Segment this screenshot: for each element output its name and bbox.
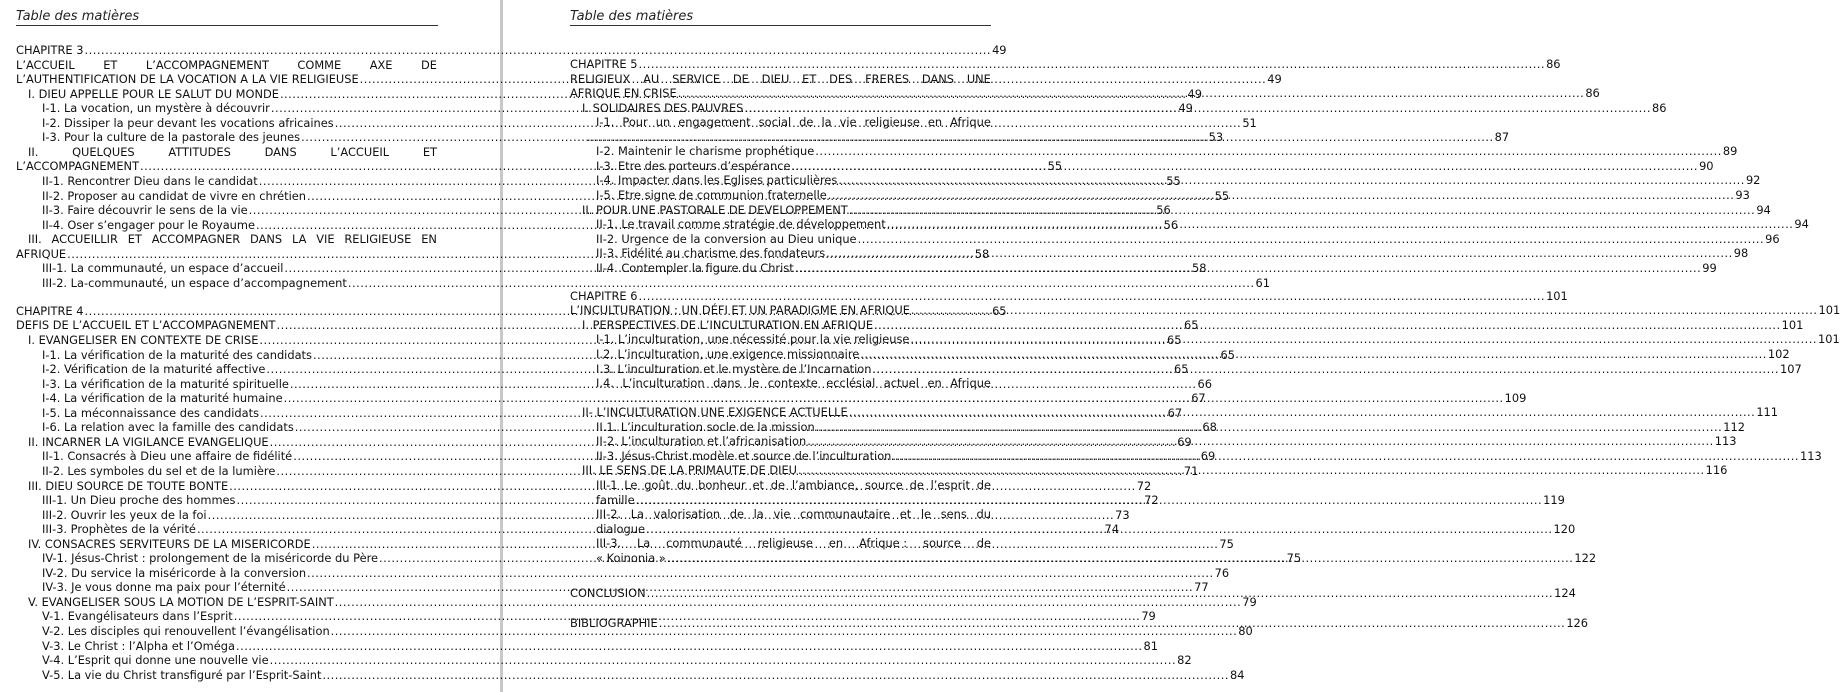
toc-entry-title: IV-2. Du service la miséricorde à la conversion	[42, 565, 307, 580]
toc-page-number: 86	[1652, 100, 1667, 115]
toc-entry-title: II-3. Faire découvrir le sens de la vie	[42, 203, 248, 218]
header-rule	[16, 25, 438, 26]
toc-word: III.	[28, 232, 42, 247]
toc-page-number: 61	[1255, 275, 1270, 290]
toc-leader-dots	[795, 261, 1702, 275]
toc-word: sens	[940, 507, 967, 522]
toc-entry-title: II- L’INCULTURATION UNE EXIGENCE ACTUELLE	[582, 405, 848, 420]
toc-word: I.4.	[596, 376, 614, 391]
toc-leader-dots	[587, 130, 1494, 144]
toc-word: valorisation	[653, 507, 721, 522]
toc-page-number: 96	[1765, 231, 1780, 246]
toc-word: vie	[773, 507, 791, 522]
page-header: Table des matières	[16, 9, 140, 24]
toc-entry-title: II-3. Jésus-Christ modèle et source de l’inculturation	[596, 448, 892, 463]
toc-word: ET	[103, 57, 118, 72]
toc-entry-title: III-2. La-communauté, un espace d’accompagnement	[42, 275, 347, 290]
toc-entry-title: I-1. L’inculturation, une nécessité pour la vie religieuse	[596, 332, 910, 347]
toc-page-number: 109	[1504, 390, 1527, 405]
toc-entry-title: IV-1. Jésus-Christ : prolongement de la miséricorde du Père	[42, 551, 379, 566]
toc-page-number: 66	[1197, 376, 1212, 391]
toc-word: en	[927, 376, 942, 391]
toc-entry-title: III. LE SENS DE LA PRIMAUTE DE DIEU	[582, 463, 798, 478]
toc-entry-title: III-1. La communauté, un espace d’accueil	[42, 261, 284, 276]
toc-leader-dots	[887, 217, 1794, 231]
toc-entry-title: II. INCARNER LA VIGILANCE EVANGELIQUE	[28, 434, 269, 449]
toc-entry-title: II-4. Oser s’engager pour le Royaume	[42, 217, 255, 232]
toc-word: de	[729, 507, 744, 522]
toc-word: la	[821, 115, 832, 130]
toc-entry-title: I-1. La vocation, un mystère à découvrir	[42, 101, 270, 116]
toc-word: RELIGIEUX	[570, 71, 631, 86]
toc-subsection[interactable]	[42, 667, 1245, 682]
toc-word: L’ACCOMPAGNEMENT	[145, 57, 269, 72]
toc-entry-title: I. SOLIDAIRES DES PAUVRES	[582, 100, 744, 115]
toc-word: L’ACCUEIL	[330, 144, 390, 159]
toc-word: engagement	[678, 115, 751, 130]
toc-word: AXE	[369, 57, 393, 72]
toc-leader-dots	[911, 303, 1818, 317]
toc-subsection[interactable]	[42, 391, 1206, 406]
toc-page-number: 74	[1104, 522, 1120, 537]
toc-leader-dots	[826, 246, 1733, 260]
toc-word: religieuse	[757, 536, 813, 551]
toc-leader-dots	[270, 653, 1177, 667]
toc-leader-dots	[828, 188, 1735, 202]
toc-word: DE	[421, 57, 437, 72]
toc-entry-title: III-2. Ouvrir les yeux de la foi	[42, 507, 207, 522]
toc-entry-title: II.1. L’inculturation socle de la mission	[596, 419, 815, 434]
toc-page-number: 99	[1702, 260, 1717, 275]
toc-word: communautaire	[800, 507, 891, 522]
toc-leader-dots	[849, 203, 1756, 217]
toc-page-number: 90	[1699, 158, 1714, 173]
toc-page-number: 124	[1554, 586, 1576, 600]
toc-leader-dots	[838, 173, 1745, 187]
toc-word: UNE	[966, 71, 991, 86]
toc-page-number: 89	[1722, 144, 1738, 159]
toc-chapter-5[interactable]	[570, 57, 1561, 71]
toc-word: contexte	[767, 376, 818, 391]
toc-entry-title: IV. CONSACRES SERVITEURS DE LA MISERICORDE	[28, 536, 311, 551]
toc-subsection[interactable]	[596, 246, 1749, 261]
toc-entry-title: II-3. Fidélité au charisme des fondateurs	[596, 246, 826, 261]
toc-entry-title: I-5. La méconnaissance des candidats	[42, 405, 260, 420]
toc-page-number: 86	[1546, 57, 1561, 71]
toc-page-number: 68	[1202, 420, 1217, 435]
toc-word: DE	[732, 71, 749, 86]
toc-page-number: 55	[1214, 188, 1230, 203]
toc-entry-title: CHAPITRE 6	[570, 288, 638, 303]
toc-entry-title: I. EVANGELISER EN CONTEXTE DE CRISE	[28, 333, 259, 347]
toc-page-number: 58	[974, 246, 990, 261]
toc-word: L’inculturation	[622, 376, 705, 391]
toc-entry-title: I-6. La relation avec la famille des candidats	[42, 420, 294, 435]
toc-entry-title: V-5. La vie du Christ transfiguré par l’Esprit-Saint	[42, 667, 322, 682]
toc-entry-title: II-1. Consacrés à Dieu une affaire de fidélité	[42, 449, 293, 464]
toc-page-number: 111	[1756, 405, 1779, 420]
toc-page-number: 76	[1214, 565, 1230, 580]
toc-leader-dots	[791, 159, 1698, 173]
toc-entry-title: V-4. L’Esprit qui donne une nouvelle vie	[42, 653, 269, 668]
toc-page-number: 79	[1242, 594, 1257, 609]
toc-leader-dots	[874, 318, 1781, 332]
toc-entry-title: II. POUR UNE PASTORALE DE DEVELOPPEMENT	[582, 202, 848, 217]
toc-entry-title: I-4. Impacter dans les Eglises particulières	[596, 173, 838, 188]
toc-entry-title: I.2. L’inculturation, une exigence missionnaire	[596, 347, 860, 361]
toc-entry-title: I-5. Etre signe de communion fraternelle	[596, 187, 827, 202]
toc-entry-title: dialogue	[596, 521, 645, 536]
toc-word: VIE	[316, 232, 335, 247]
toc-word: AU	[643, 71, 660, 86]
toc-subsection[interactable]	[596, 115, 991, 129]
toc-page-number: 53	[1208, 130, 1224, 145]
toc-subsection[interactable]	[42, 130, 1224, 145]
toc-page-number: 126	[1566, 616, 1589, 630]
toc-entry-title: II-1. Rencontrer Dieu dans le candidat	[42, 173, 258, 188]
toc-leader-dots	[647, 586, 1554, 600]
toc-word: ACCUEILLIR	[51, 232, 118, 247]
toc-entry-title: I-3. La vérification de la maturité spirituelle	[42, 376, 289, 391]
toc-chapter-5-subtitle[interactable]	[570, 72, 991, 86]
toc-word: LA	[291, 232, 307, 247]
toc-subsection[interactable]	[596, 478, 991, 492]
toc-word: et	[752, 477, 764, 492]
toc-word: Le	[624, 477, 638, 492]
toc-page-number: 107	[1780, 361, 1802, 376]
toc-page-number: 56	[1156, 203, 1171, 218]
toc-entry-title: II-4. Contempler la figure du Christ	[596, 260, 794, 275]
toc-entry-title: I-1. La vérification de la maturité des candidats	[42, 347, 312, 362]
toc-subsection[interactable]	[42, 565, 1230, 580]
toc-word: de	[909, 477, 924, 492]
toc-page-number: 79	[1141, 609, 1156, 624]
toc-word: en	[828, 536, 844, 551]
toc-entry-title: CHAPITRE 3	[16, 43, 84, 57]
toc-subsection[interactable]	[596, 144, 1738, 159]
toc-word: DANS	[264, 144, 297, 159]
toc-page-number: 56	[1163, 217, 1179, 232]
toc-page-number: 69	[1200, 449, 1216, 464]
toc-page-number: 101	[1546, 288, 1568, 303]
toc-page-number: 55	[1047, 159, 1063, 174]
toc-leader-dots	[816, 420, 1723, 434]
toc-subsection[interactable]	[596, 536, 991, 550]
toc-entry-title: V-2. Les disciples qui renouvellent l’évangélisation	[42, 624, 330, 638]
toc-word: ATTITUDES	[168, 144, 231, 159]
toc-page-number: 81	[1143, 638, 1159, 653]
toc-word: Afrique	[950, 115, 991, 130]
toc-page-number: 71	[1183, 463, 1199, 478]
toc-page-number: 112	[1723, 419, 1746, 434]
toc-entry-title: I-2. Dissiper la peur devant les vocations africaines	[42, 115, 334, 130]
toc-word: EN	[421, 232, 437, 247]
toc-page-number: 101	[1781, 317, 1804, 332]
toc-page-number: 119	[1543, 492, 1565, 507]
toc-word: en	[927, 115, 943, 130]
toc-leader-dots	[815, 144, 1722, 158]
toc-entry-title: II-2. Proposer au candidat de vivre en chrétien	[42, 188, 307, 203]
toc-page-number: 49	[1178, 101, 1193, 116]
toc-subsection[interactable]	[42, 638, 1159, 653]
toc-section[interactable]	[28, 145, 437, 159]
toc-entry-title: III-1. Un Dieu proche des hommes	[42, 493, 236, 508]
toc-word: DIEU	[761, 71, 790, 86]
toc-word: de	[770, 477, 786, 492]
toc-subsection[interactable]	[596, 231, 1780, 246]
toc-page-number: 113	[1799, 448, 1822, 463]
toc-page-number: 94	[1756, 202, 1771, 217]
toc-page-number: 77	[1194, 580, 1209, 595]
toc-page-number: 94	[1794, 217, 1809, 232]
toc-entry-title: AFRIQUE EN CRISE	[570, 86, 677, 101]
toc-page-number: 72	[1144, 493, 1159, 508]
toc-entry-title: I. DIEU APPELLE POUR LE SALUT DU MONDE	[28, 86, 279, 101]
toc-page-number: 122	[1574, 550, 1597, 565]
toc-word: DES	[829, 71, 853, 86]
toc-entry-title: CONCLUSION	[570, 586, 646, 600]
toc-entry-title: I. PERSPECTIVES DE L’INCULTURATION EN AFRIQUE	[582, 317, 874, 332]
toc-leader-dots	[678, 86, 1585, 100]
toc-leader-dots	[860, 347, 1767, 361]
toc-entry-title: I-2. Maintenir le charisme prophétique	[596, 144, 815, 159]
toc-page-number: 87	[1494, 129, 1510, 144]
toc-word: ACCOMPAGNER	[151, 232, 241, 247]
toc-subsection[interactable]	[42, 275, 1270, 290]
toc-word: II.	[28, 144, 39, 159]
toc-page-number: 49	[1187, 86, 1203, 101]
toc-page-number: 65	[1167, 333, 1182, 347]
toc-page-number: 49	[1267, 72, 1282, 87]
toc-word: de	[799, 115, 814, 130]
toc-page-number: 101	[1818, 332, 1840, 347]
toc-leader-dots	[807, 434, 1714, 448]
toc-page-number: 75	[1219, 536, 1234, 551]
toc-page-number: 101	[1818, 303, 1840, 318]
toc-word: un	[655, 115, 671, 130]
toc-leader-dots	[322, 668, 1229, 682]
toc-leader-dots	[659, 616, 1566, 630]
toc-leader-dots	[348, 276, 1255, 290]
toc-entry-title: BIBLIOGRAPHIE	[570, 616, 658, 630]
toc-word: de	[976, 477, 991, 492]
toc-subsection[interactable]	[42, 624, 1253, 638]
toc-leader-dots	[849, 405, 1756, 419]
toc-word: SERVICE	[672, 71, 721, 86]
toc-page-number: 67	[1167, 405, 1183, 420]
toc-word: DANS	[921, 71, 955, 86]
toc-entry-title: II-2. Urgence de la conversion au Dieu unique	[596, 231, 857, 246]
toc-page-number: 65	[1184, 318, 1199, 333]
toc-entry-title: CHAPITRE 4	[16, 303, 84, 318]
toc-word: ecclésial	[826, 376, 876, 391]
toc-entry-title: DEFIS DE L’ACCUEIL ET L’ACCOMPAGNEMENT	[16, 318, 276, 333]
toc-word: COMME	[297, 57, 342, 72]
toc-word: DANS	[250, 232, 283, 247]
toc-page-number: 65	[992, 303, 1007, 318]
toc-page-number: 69	[1177, 434, 1192, 449]
toc-entry-title: L’ACCOMPAGNEMENT	[16, 159, 140, 174]
toc-page-number: 51	[1242, 115, 1257, 130]
toc-leader-dots	[798, 463, 1705, 477]
toc-page-number: 49	[992, 43, 1007, 57]
toc-leader-dots	[744, 101, 1651, 115]
toc-word: L’ACCUEIL	[16, 57, 75, 72]
toc-word: III-2.	[596, 507, 622, 522]
page-header: Table des matières	[570, 9, 694, 24]
toc-word: Afrique	[950, 376, 991, 391]
toc-entry-title: I-3. Pour la culture de la pastorale des jeunes	[42, 130, 301, 145]
toc-entry-title: I.3. L’inculturation et le mystère de l’Incarnation	[596, 361, 872, 376]
toc-subsection[interactable]	[42, 653, 1192, 668]
toc-entry-title: II-2. L’inculturation et l’africanisation	[596, 434, 807, 449]
toc-page-number: 55	[1166, 173, 1181, 188]
toc-word: III-3.	[596, 536, 622, 551]
toc-word: le	[920, 507, 932, 522]
toc-entry-title: II-1. Le travail comme stratégie de développement	[596, 217, 886, 232]
toc-entry-title: V-1. Evangélisateurs dans l’Esprit	[42, 609, 233, 624]
toc-word: le	[749, 376, 760, 391]
toc-word: l’ambiance,	[791, 477, 859, 492]
toc-word: de	[976, 536, 991, 551]
toc-leader-dots	[236, 639, 1143, 653]
toc-word: RELIGIEUSE	[344, 232, 412, 247]
toc-page-number: 92	[1745, 173, 1761, 188]
toc-word: vie	[839, 115, 857, 130]
toc-entry-title: V. EVANGELISER SOUS LA MOTION DE L’ESPRIT-SAINT	[28, 594, 334, 609]
toc-entry-title: I-3. Etre des porteurs d’espérance	[596, 158, 791, 173]
toc-word: FRERES	[865, 71, 910, 86]
toc-word: III-1	[596, 477, 618, 492]
toc-word: ET	[802, 71, 817, 86]
toc-section[interactable]	[28, 232, 437, 246]
toc-page-number: 82	[1177, 653, 1192, 668]
toc-entry-title: I-2. Vérification de la maturité affective	[42, 362, 266, 377]
toc-leader-dots	[646, 522, 1553, 536]
toc-entry-title: famille	[596, 492, 635, 507]
toc-word: du	[976, 507, 991, 522]
toc-leader-dots	[910, 332, 1817, 346]
toc-entry-title: AFRIQUE	[16, 246, 67, 261]
toc-leader-dots	[872, 362, 1779, 376]
toc-page-number: 72	[1136, 478, 1152, 493]
toc-word: I-1.	[596, 115, 615, 130]
toc-page-number: 67	[1191, 391, 1206, 406]
toc-entry-title: L’AUTHENTIFICATION DE LA VOCATION A LA VIE RELIGIEUSE	[16, 72, 359, 87]
toc-chapter-3[interactable]	[16, 43, 1007, 57]
toc-entry-title: V-3. Le Christ : l’Alpha et l’Oméga	[42, 638, 235, 653]
toc-word: Afrique :	[858, 536, 908, 551]
toc-word: ET	[422, 144, 437, 159]
toc-leader-dots	[597, 391, 1504, 405]
toc-entry-title: III. DIEU SOURCE DE TOUTE BONTE	[28, 478, 229, 493]
toc-chapter-3-subtitle[interactable]	[16, 58, 437, 72]
toc-word: et	[899, 507, 912, 522]
toc-page-number: 75	[1286, 551, 1302, 566]
toc-leader-dots	[307, 566, 1214, 580]
toc-section[interactable]	[28, 594, 1257, 609]
toc-word: social	[758, 115, 792, 130]
toc-chapter-6[interactable]	[570, 288, 1568, 303]
toc-word: ET	[127, 232, 142, 247]
toc-leader-dots	[638, 57, 1545, 71]
toc-subsection[interactable]	[596, 507, 991, 521]
toc-page-number: 116	[1705, 463, 1728, 478]
toc-page-number: 113	[1714, 434, 1737, 449]
toc-page-number: 73	[1115, 507, 1130, 522]
toc-entry-title: IV-3. Je vous donne ma paix pour l’éternité	[42, 580, 286, 595]
toc-entry-title: I-4. La vérification de la maturité humaine	[42, 391, 283, 406]
toc-page-number: 84	[1230, 667, 1245, 682]
toc-leader-dots	[858, 232, 1765, 246]
toc-leader-dots	[667, 551, 1574, 565]
toc-word: source	[923, 536, 961, 551]
toc-word: dans	[713, 376, 741, 391]
toc-word: La	[636, 536, 651, 551]
toc-word: Pour	[622, 115, 648, 130]
header-rule	[570, 25, 991, 26]
toc-word: La	[630, 507, 645, 522]
toc-word: actuel	[883, 376, 919, 391]
toc-entry-title: « Koinonia »	[596, 550, 666, 565]
toc-word: communauté	[666, 536, 742, 551]
toc-entry-title: III-3. Prophètes de la vérité	[42, 522, 196, 537]
toc-page-number: 98	[1733, 246, 1749, 261]
toc-subsection[interactable]	[596, 376, 991, 390]
toc-word: bonheur	[698, 477, 746, 492]
toc-word: du	[676, 477, 692, 492]
toc-leader-dots	[638, 289, 1545, 303]
toc-word: source	[864, 477, 903, 492]
toc-page-number: 120	[1553, 521, 1576, 536]
toc-page-number: 58	[1192, 261, 1207, 276]
toc-word: QUELQUES	[72, 144, 135, 159]
toc-page-number: 80	[1238, 624, 1253, 638]
toc-entry-title: II-2. Les symboles du sel et de la lumière	[42, 463, 276, 478]
toc-page-number: 65	[1220, 347, 1236, 362]
toc-word: religieuse	[864, 115, 920, 130]
toc-page-number: 65	[1173, 362, 1189, 377]
toc-word: goût	[644, 477, 671, 492]
toc-word: la	[753, 507, 764, 522]
toc-leader-dots	[892, 449, 1799, 463]
toc-page-number: 86	[1585, 86, 1600, 101]
toc-leader-dots	[636, 493, 1543, 507]
toc-entry-title: L’INCULTURATION : UN DÉFI ET UN PARADIGME EN AFRIQUE	[570, 303, 910, 318]
toc-page-number: 93	[1735, 187, 1750, 202]
toc-leader-dots	[84, 43, 991, 57]
toc-page-number: 102	[1767, 347, 1790, 361]
toc-entry-title: CHAPITRE 5	[570, 57, 638, 71]
toc-word: l’esprit	[930, 477, 970, 492]
